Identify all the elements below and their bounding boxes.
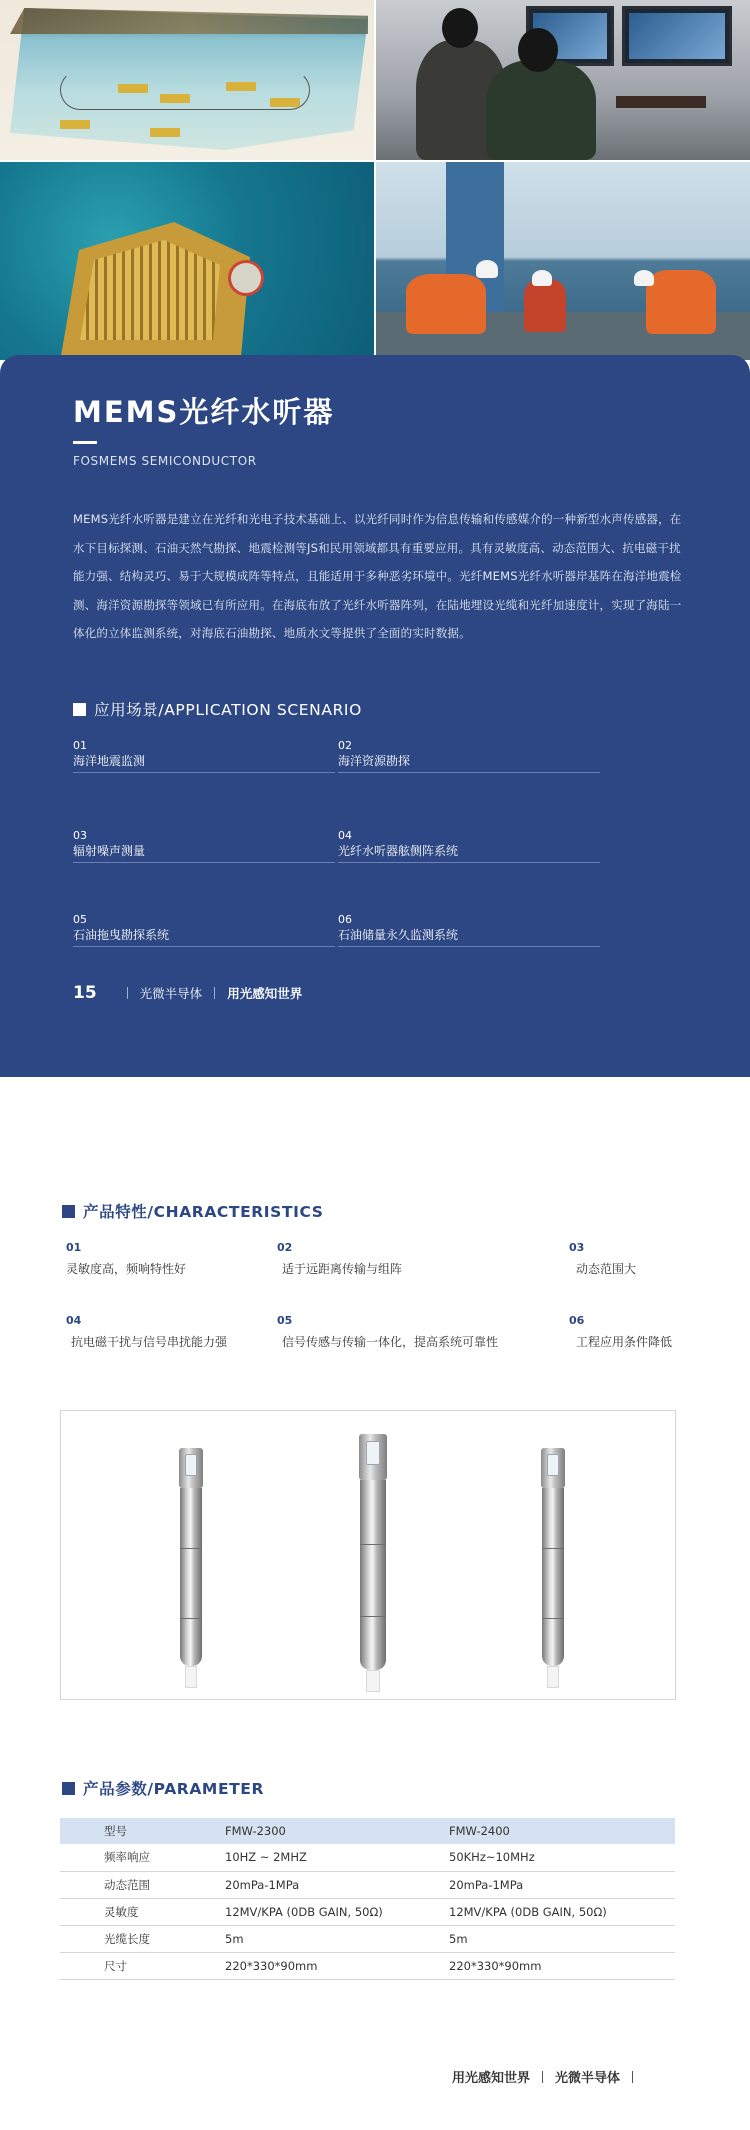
characteristic-item [569,1314,672,1350]
table-cell: 灵敏度 [60,1898,225,1925]
application-item [73,913,335,947]
application-item [338,913,600,947]
table-row [60,1925,675,1952]
application-number: 01 [73,739,87,752]
divider [542,2071,543,2083]
application-section-heading [73,698,362,720]
characteristic-label: 抗电磁干扰与信号串扰能力强 [71,1335,228,1349]
intro-panel [0,355,750,1077]
table-cell: 尺寸 [60,1952,225,1979]
characteristic-number: 02 [277,1241,293,1254]
parameter-table [60,1818,675,1980]
application-label: 石油储量永久监测系统 [338,928,459,942]
hydrophone-product-photo [60,1410,676,1700]
table-cell: 20mPa-1MPa [449,1871,675,1898]
application-item [338,829,600,863]
square-bullet-icon [62,1782,75,1795]
table-cell: 220*330*90mm [225,1952,449,1979]
page-number: 15 [73,983,97,1003]
characteristic-number: 05 [277,1314,293,1327]
characteristic-item [277,1241,402,1277]
table-row [60,1871,675,1898]
characteristic-number: 01 [66,1241,82,1254]
application-item [73,829,335,863]
intro-footer [73,983,302,1003]
column-header: 型号 [60,1818,225,1844]
characteristic-item [277,1314,498,1350]
footer-company: 光微半导体 [554,2071,620,2086]
characteristic-label: 工程应用条件降低 [576,1335,673,1349]
column-header: FMW-2400 [449,1818,675,1844]
column-header: FMW-2300 [225,1818,449,1844]
application-number: 06 [338,913,352,926]
table-cell: 频率响应 [60,1844,225,1871]
table-cell: 220*330*90mm [449,1952,675,1979]
application-number: 05 [73,913,87,926]
footer-slogan: 用光感知世界 [451,2071,530,2086]
table-cell: 动态范围 [60,1871,225,1898]
characteristic-label: 适于远距离传输与组阵 [282,1262,403,1276]
application-label: 辐射噪声测量 [73,844,146,858]
table-row [60,1844,675,1871]
characteristic-item [569,1241,636,1277]
characteristic-number: 04 [66,1314,82,1327]
table-cell: 50KHz~10MHz [449,1844,675,1871]
application-section-title: 应用场景/APPLICATION SCENARIO [94,701,362,719]
title-underline [73,441,97,444]
application-number: 03 [73,829,87,842]
offshore-oil-platform-photo [0,162,374,360]
application-label: 海洋地震监测 [73,754,146,768]
application-label: 光纤水听器舷侧阵系统 [338,844,459,858]
divider [632,2071,633,2083]
application-number: 02 [338,739,352,752]
characteristic-label: 动态范围大 [576,1262,637,1276]
page-footer [452,2067,645,2086]
table-row [60,1898,675,1925]
table-cell: 12MV/KPA (0DB GAIN, 50Ω) [449,1898,675,1925]
table-cell: 5m [449,1925,675,1952]
intro-paragraph: MEMS光纤水听器是建立在光纤和光电子技术基础上、以光纤同时作为信息传输和传感媒介的一种新型水声传感器，在水下目标探测、石油天然气勘探、地震检测等JS和民用领域都具有重要应用。具有灵敏度高、动态范围大、抗电磁干扰能力强、结构灵巧、易于大规模成阵等特点，且能适用于多种恶劣环境中。光纤MEMS光纤水听器岸基阵在海洋地震检测、海洋资源勘探等领域已有所应用。在海底布放了光纤水听器阵列，在陆地埋设光缆和光纤加速度计，实现了海陆一体化的立体监测系统，对海底石油勘探、地质水文等提供了全面的实时数据。 [73,512,682,640]
characteristic-item [66,1241,186,1277]
square-bullet-icon [73,703,86,716]
table-cell: 20mPa-1MPa [225,1871,449,1898]
divider [214,987,215,999]
application-item [338,739,600,773]
application-label: 海洋资源勘探 [338,754,411,768]
application-number: 04 [338,829,352,842]
page-title: MEMS光纤水听器 [73,395,335,429]
table-cell: 12MV/KPA (0DB GAIN, 50Ω) [225,1898,449,1925]
divider [127,987,128,999]
characteristic-number: 03 [569,1241,585,1254]
characteristic-number: 06 [569,1314,585,1327]
ship-deck-workers-photo [376,162,750,360]
table-cell: 5m [225,1925,449,1952]
brand-slogan: 用光感知世界 [227,986,303,1001]
application-item [73,739,335,773]
table-cell: 光缆长度 [60,1925,225,1952]
control-room-photo [376,0,750,160]
characteristics-section-title: 产品特性/CHARACTERISTICS [83,1203,324,1221]
characteristic-label: 灵敏度高，频响特性好 [66,1262,187,1276]
table-cell: 10HZ ~ 2MHZ [225,1844,449,1871]
application-label: 石油拖曳勘探系统 [73,928,170,942]
table-header-row [60,1818,675,1844]
table-row [60,1952,675,1979]
characteristics-section-heading [62,1200,324,1222]
company-name: 光微半导体 [139,986,203,1001]
seafloor-monitoring-diagram-photo [0,0,374,160]
characteristic-item [66,1314,227,1350]
square-bullet-icon [62,1205,75,1218]
company-subtitle: FOSMEMS SEMICONDUCTOR [73,454,257,468]
parameter-section-title: 产品参数/PARAMETER [83,1780,265,1798]
parameter-section-heading [62,1777,264,1799]
photo-grid [0,0,750,360]
characteristic-label: 信号传感与传输一体化，提高系统可靠性 [282,1335,499,1349]
